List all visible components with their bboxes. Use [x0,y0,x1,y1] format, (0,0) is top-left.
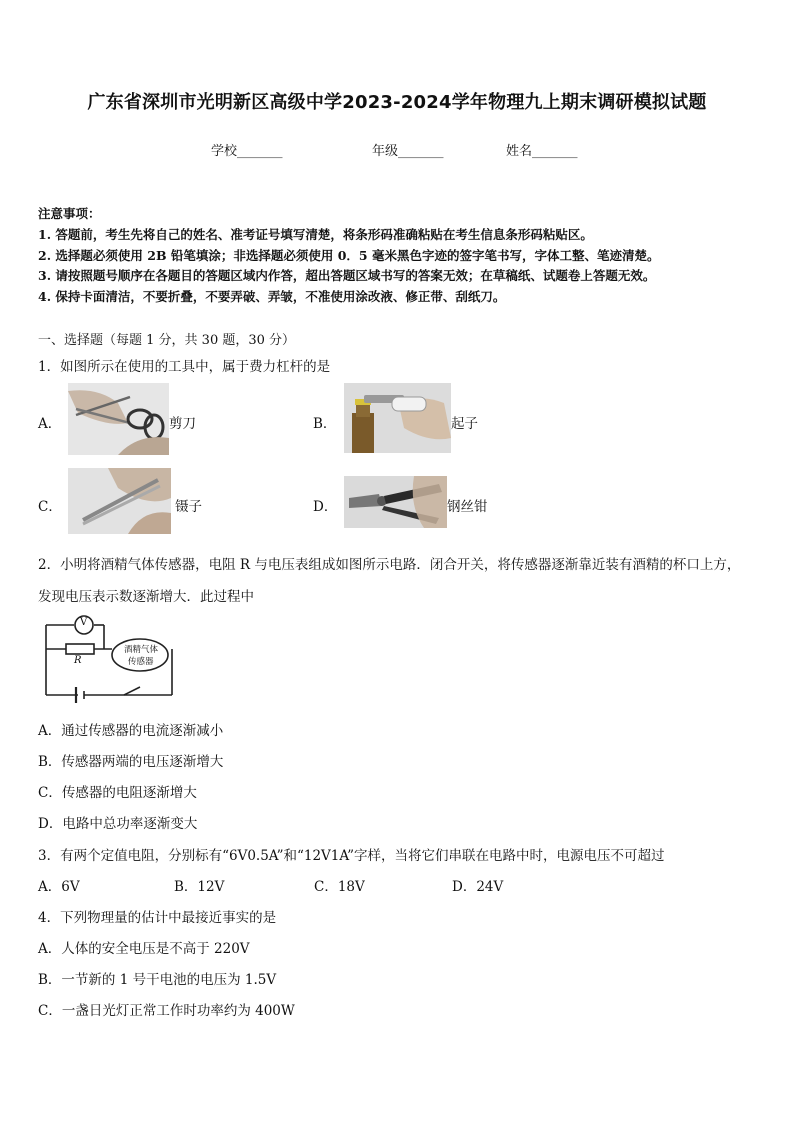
question-4-stem: 4．下列物理量的估计中最接近事实的是 [38,910,277,926]
note-item: 2. 选择题必须使用 2B 铅笔填涂；非选择题必须使用 0．5 毫米黑色字迹的签字笔书写，字体工整、笔迹清楚。 [38,248,660,263]
q1-option-b-label: 起子 [451,416,478,432]
q1-option-c-letter: C． [38,499,62,515]
note-item: 4. 保持卡面清洁，不要折叠，不要弄破、弄皱，不准使用涂改液、修正带、刮纸刀。 [38,289,506,304]
section-heading: 一、选择题（每题 1 分，共 30 题，30 分） [38,333,296,348]
q1-option-a-letter: A． [38,416,62,432]
question-1-stem: 1．如图所示在使用的工具中，属于费力杠杆的是 [38,359,331,375]
q2-option-a: A．通过传感器的电流逐渐减小 [38,723,224,739]
q1-option-d-letter: D． [313,499,338,515]
q4-option-c: C．一盏日光灯正常工作时功率约为 400W [38,1003,295,1019]
bottle-opener-photo [344,383,451,453]
name-field: 姓名_______ [506,144,578,159]
q2-option-b: B．传感器两端的电压逐渐增大 [38,754,224,770]
sensor-label-line2: 传感器 [128,657,154,667]
q2-option-c: C．传感器的电阻逐渐增大 [38,785,197,801]
q4-option-b: B．一节新的 1 号干电池的电压为 1.5V [38,972,277,988]
note-item: 3. 请按照题号顺序在各题目的答题区域内作答，超出答题区域书写的答案无效；在草稿纸、试题卷上答题无效。 [38,268,656,283]
resistor-label: R [74,655,82,666]
pliers-photo [344,476,447,528]
question-2-stem-continued: 发现电压表示数逐渐增大．此过程中 [38,589,254,605]
q1-option-c-label: 镊子 [175,499,202,515]
sensor-label-line1: 酒精气体 [124,645,159,655]
q3-option-c: C．18V [314,879,365,895]
note-item: 1. 答题前，考生先将自己的姓名、准考证号填写清楚，将条形码准确粘贴在考生信息条形码粘贴区。 [38,227,593,242]
q4-option-a: A．人体的安全电压是不高于 220V [38,941,250,957]
q1-option-a-label: 剪刀 [169,416,196,432]
school-field: 学校_______ [211,144,283,159]
question-3-stem: 3．有两个定值电阻，分别标有“6V0.5A”和“12V1A”字样，当将它们串联在电路中时，电源电压不可超过 [38,848,665,864]
q2-option-d: D．电路中总功率逐渐变大 [38,816,198,832]
scissors-photo [68,383,169,455]
circuit-diagram [40,615,178,709]
q3-option-b: B．12V [174,879,225,895]
q1-option-b-letter: B． [313,416,337,432]
grade-field: 年级_______ [372,144,444,159]
q1-option-d-label: 钢丝钳 [447,499,488,515]
tweezers-photo [68,468,171,534]
q3-option-a: A．6V [38,879,80,895]
voltmeter-label: V [80,617,88,628]
q3-option-d: D．24V [452,879,504,895]
notes-heading: 注意事项： [38,206,101,221]
page-title: 广东省深圳市光明新区高级中学2023-2024学年物理九上期末调研模拟试题 [87,92,707,113]
question-2-stem: 2．小明将酒精气体传感器，电阻 R 与电压表组成如图所示电路．闭合开关，将传感器逐渐靠近装有酒精的杯口上方， [38,557,741,573]
